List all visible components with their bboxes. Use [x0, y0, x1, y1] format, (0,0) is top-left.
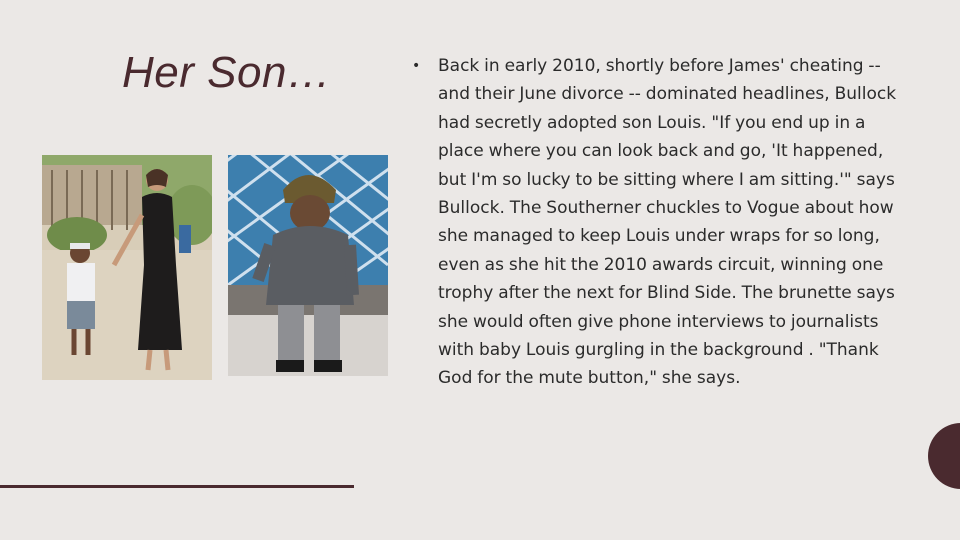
body-paragraph-block: [412, 52, 902, 393]
decorative-circle: [928, 423, 960, 489]
slide-title: Her Son…: [122, 48, 332, 97]
bullet-marker: •: [412, 58, 421, 74]
body-paragraph: Back in early 2010, shortly before James' cheating -- and their June divorce -- dominated headlines, Bullock had secretly adopted son Louis. "If you end up in a place where you can look back and go, 'It happened, but I'm so lucky to be sitting where I am sitting.'" says Bullock. The Southerner chuckles to Vogue about how she managed to keep Louis under wraps for so long, even as she hit the 2010 awards circuit, winning one trophy after the next for Blind Side. The brunette says she would often give phone interviews to journalists with baby Louis gurgling in the background . "Thank God for the mute button," she says.: [438, 56, 897, 389]
photo-toddler: [228, 155, 388, 376]
photo-mother-and-child: [42, 155, 212, 380]
divider-line: [0, 485, 354, 488]
